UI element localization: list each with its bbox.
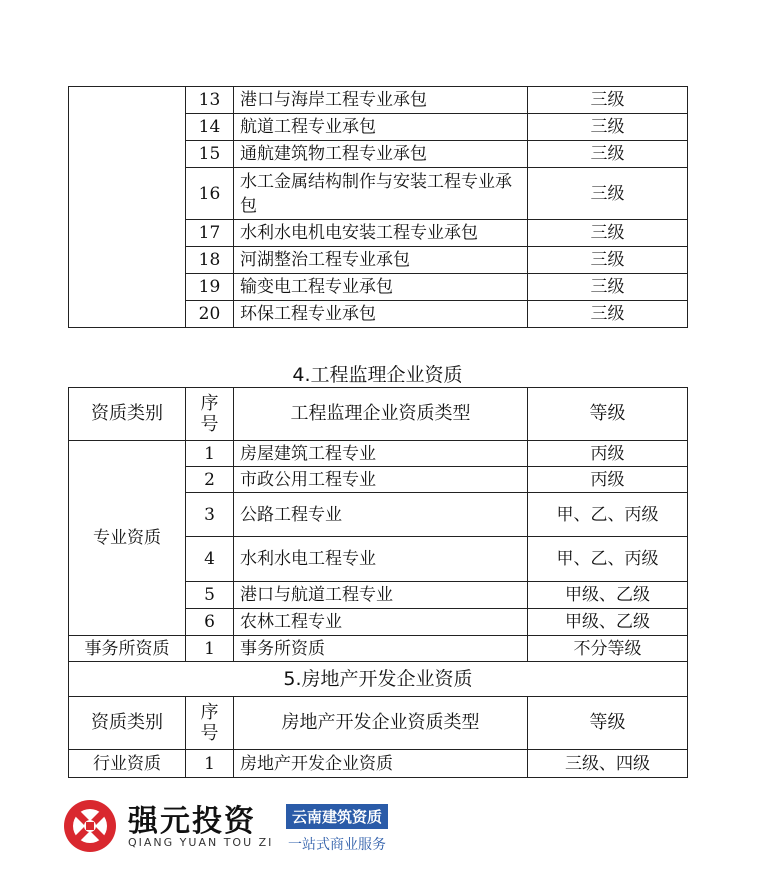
qualification-level: 甲、乙、丙级 <box>528 537 688 582</box>
row-number: 13 <box>186 87 234 114</box>
table-row <box>69 87 688 114</box>
qualification-type: 房屋建筑工程专业 <box>234 441 528 467</box>
category-office: 事务所资质 <box>69 636 186 662</box>
qualification-type: 水工金属结构制作与安装工程专业承包 <box>234 168 528 220</box>
qualification-level: 丙级 <box>528 467 688 493</box>
qualification-level: 三级 <box>528 220 688 247</box>
brand-pinyin: QIANG YUAN TOU ZI <box>128 836 274 849</box>
qualification-type: 农林工程专业 <box>234 609 528 636</box>
row-number: 17 <box>186 220 234 247</box>
row-number: 1 <box>186 636 234 662</box>
qualification-type: 环保工程专业承包 <box>234 301 528 328</box>
qualification-level: 甲级、乙级 <box>528 582 688 609</box>
qualification-type: 水利水电工程专业 <box>234 537 528 582</box>
header-type: 工程监理企业资质类型 <box>234 388 528 441</box>
header-number: 序 号 <box>186 388 234 441</box>
table-row <box>69 441 688 467</box>
footer-branding <box>62 796 422 860</box>
category-industry: 行业资质 <box>69 750 186 778</box>
category-professional: 专业资质 <box>69 441 186 636</box>
row-number: 6 <box>186 609 234 636</box>
section5-title-row <box>69 662 688 697</box>
row-number: 5 <box>186 582 234 609</box>
header-level: 等级 <box>528 697 688 750</box>
table-header-row <box>69 697 688 750</box>
qualification-level: 三级 <box>528 301 688 328</box>
row-number: 2 <box>186 467 234 493</box>
brand-slogan: 一站式商业服务 <box>288 837 386 853</box>
qualification-level: 三级、四级 <box>528 750 688 778</box>
qualification-level: 三级 <box>528 274 688 301</box>
qualification-type: 水利水电机电安装工程专业承包 <box>234 220 528 247</box>
brand-name: 强元投资 <box>128 804 256 839</box>
row-number: 15 <box>186 141 234 168</box>
row-number: 14 <box>186 114 234 141</box>
section4-title: 4.工程监理企业资质 <box>292 364 463 386</box>
header-number: 序 号 <box>186 697 234 750</box>
qualification-type: 港口与航道工程专业 <box>234 582 528 609</box>
qualification-level: 丙级 <box>528 441 688 467</box>
qualification-type: 港口与海岸工程专业承包 <box>234 87 528 114</box>
qualification-type: 事务所资质 <box>234 636 528 662</box>
qualification-type: 河湖整治工程专业承包 <box>234 247 528 274</box>
table-row <box>69 750 688 778</box>
qualification-level: 不分等级 <box>528 636 688 662</box>
table-row <box>69 636 688 662</box>
table-header-row <box>69 388 688 441</box>
qualification-level: 甲、乙、丙级 <box>528 493 688 537</box>
supervision-qualification-table <box>68 387 688 778</box>
brand-logo-icon <box>62 798 118 854</box>
qualification-level: 三级 <box>528 168 688 220</box>
qualification-type: 输变电工程专业承包 <box>234 274 528 301</box>
row-number: 20 <box>186 301 234 328</box>
row-number: 4 <box>186 537 234 582</box>
qualification-type: 公路工程专业 <box>234 493 528 537</box>
row-number: 1 <box>186 750 234 778</box>
qualification-type: 房地产开发企业资质 <box>234 750 528 778</box>
qualification-level: 三级 <box>528 114 688 141</box>
qualification-level: 三级 <box>528 141 688 168</box>
row-number: 16 <box>186 168 234 220</box>
construction-contracting-table <box>68 86 688 328</box>
category-cell <box>69 87 186 328</box>
row-number: 1 <box>186 441 234 467</box>
row-number: 19 <box>186 274 234 301</box>
qualification-level: 三级 <box>528 87 688 114</box>
qualification-type: 市政公用工程专业 <box>234 467 528 493</box>
row-number: 18 <box>186 247 234 274</box>
qualification-type: 通航建筑物工程专业承包 <box>234 141 528 168</box>
header-type: 房地产开发企业资质类型 <box>234 697 528 750</box>
qualification-level: 甲级、乙级 <box>528 609 688 636</box>
header-category: 资质类别 <box>69 388 186 441</box>
header-level: 等级 <box>528 388 688 441</box>
qualification-type: 航道工程专业承包 <box>234 114 528 141</box>
header-category: 资质类别 <box>69 697 186 750</box>
qualification-level: 三级 <box>528 247 688 274</box>
brand-tag: 云南建筑资质 <box>286 804 388 829</box>
section5-title: 5.房地产开发企业资质 <box>69 662 688 697</box>
row-number: 3 <box>186 493 234 537</box>
